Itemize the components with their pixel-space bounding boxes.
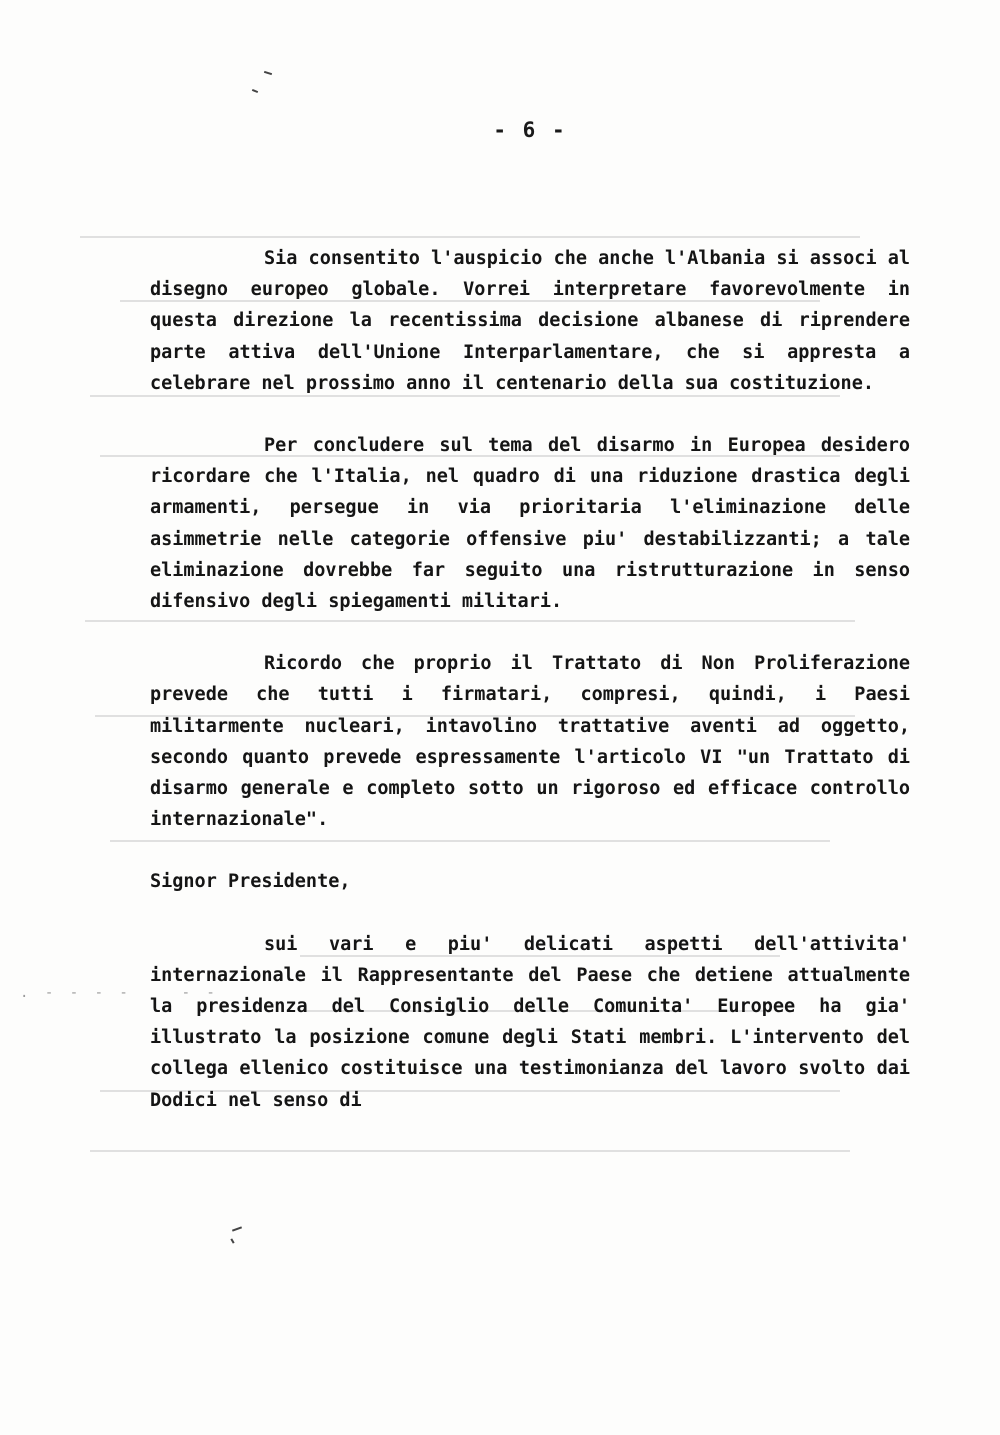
margin-specks: . - - - - - - xyxy=(20,985,219,1001)
paragraph-disarmament: Per concludere sul tema del disarmo in Europea desidero ricordare che l'Italia, nel quadro di una riduzione drastica degli armamenti, persegue in via prioritaria l'eliminazione delle asimmetrie nelle categorie offensive piu' destabilizzanti; a tale eliminazione dovrebbe far seguito una ristrutturazione in senso difensivo degli spiegamenti militari. xyxy=(150,435,910,613)
paragraph-closing: sui vari e piu' delicati aspetti dell'attivita' internazionale il Rappresentante del Paese che detiene attualmente la presidenza del Consiglio delle Comunita' Europee ha gia' illustrato la posizione comune degli Stati membri. L'intervento del collega ellenico costituisce una testimonianza del lavoro svolto dai Dodici nel senso di xyxy=(150,933,910,1111)
bleed-through-line xyxy=(80,236,860,238)
paragraph-albania: Sia consentito l'auspicio che anche l'Albania si associ al disegno europeo globale. Vorrei interpretare favorevolmente in questa direzione la recentissima decisione albanese di riprendere parte attiva dell'Unione Interparlamentare, che si appresta a celebrare nel prossimo anno il centenario della sua costituzione. xyxy=(150,248,911,394)
scan-mark xyxy=(264,71,272,75)
page-number: - 6 - xyxy=(493,118,567,142)
salutation: Signor Presidente, xyxy=(150,871,351,893)
paragraph-non-proliferation: Ricordo che proprio il Trattato di Non Proliferazione prevede che tutti i firmatari, compresi, quindi, i Paesi militarmente nucleari, intavolino trattative aventi ad oggetto, secondo quanto prevede espressamente l'articolo VI "un Trattato di disarmo generale e completo sotto un rigoroso ed efficace controllo internazionale". xyxy=(150,653,910,831)
scan-mark xyxy=(252,89,258,93)
letter-body xyxy=(150,243,910,1116)
scan-mark xyxy=(232,1226,242,1231)
bleed-through-line xyxy=(90,1150,850,1152)
scan-mark xyxy=(230,1238,234,1243)
